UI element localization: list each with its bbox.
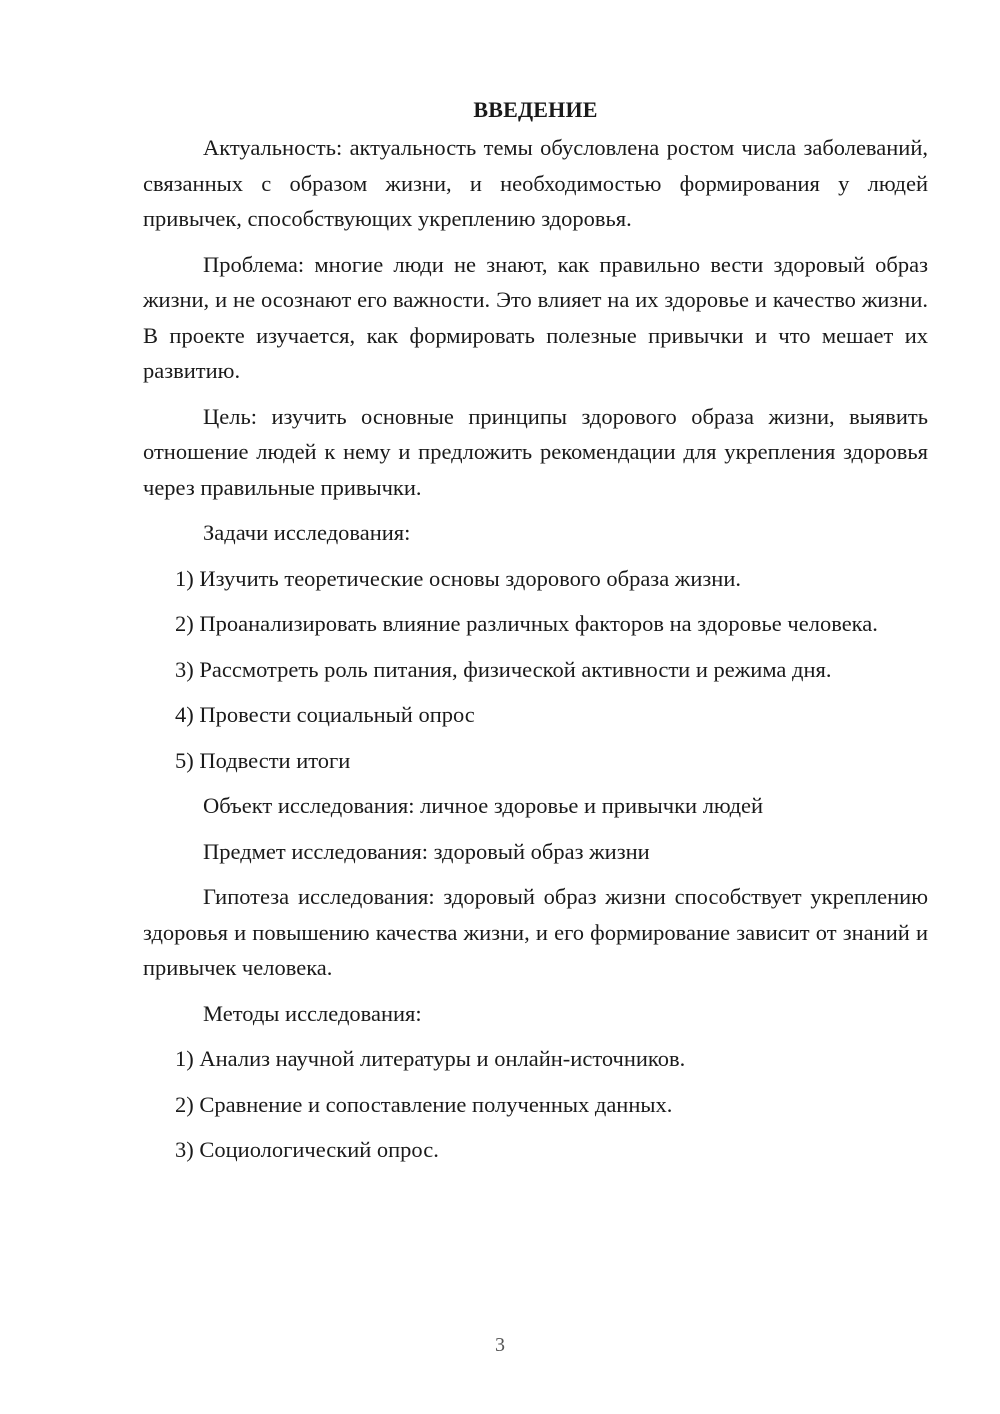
- subject-line: Предмет исследования: здоровый образ жизни: [203, 838, 650, 864]
- goal-paragraph: Цель: изучить основные принципы здорового образа жизни, выявить отношение людей к нему и предложить рекомендации для укрепления здоровья через правильные привычки.: [143, 403, 928, 500]
- method-item: 3) Социологический опрос.: [175, 1137, 439, 1162]
- task-item: 1) Изучить теоретические основы здорового образа жизни.: [175, 565, 741, 591]
- task-item: 2) Проанализировать влияние различных факторов на здоровье человека.: [175, 611, 878, 636]
- object-line: Объект исследования: личное здоровье и привычки людей: [203, 793, 764, 818]
- page-number: 3: [495, 1334, 505, 1356]
- task-item: 5) Подвести итоги: [175, 747, 351, 773]
- task-item: 3) Рассмотреть роль питания, физической активности и режима дня.: [175, 656, 832, 682]
- methods-heading: Методы исследования:: [203, 1000, 422, 1026]
- method-item: 1) Анализ научной литературы и онлайн-источников.: [175, 1046, 686, 1071]
- problem-paragraph: Проблема: многие люди не знают, как правильно вести здоровый образ жизни, и не осознают его важности. Это влияет на их здоровье и качество жизни. В проекте изучается, как формировать полезные привычки и что мешает их развитию.: [143, 251, 928, 383]
- method-item: 2) Сравнение и сопоставление полученных данных.: [175, 1091, 673, 1117]
- task-item: 4) Провести социальный опрос: [175, 702, 475, 727]
- document-title: ВВЕДЕНИЕ: [473, 97, 598, 122]
- relevance-paragraph: Актуальность: актуальность темы обусловлена ростом числа заболеваний, связанных с образом жизни, и необходимостью формирования у людей привычек, способствующих укреплению здоровья.: [143, 135, 928, 231]
- document-page: [143, 92, 928, 1178]
- hypothesis-paragraph: Гипотеза исследования: здоровый образ жизни способствует укреплению здоровья и повышению качества жизни, и его формирование зависит от знаний и привычек человека.: [143, 884, 928, 980]
- tasks-heading: Задачи исследования:: [203, 520, 411, 545]
